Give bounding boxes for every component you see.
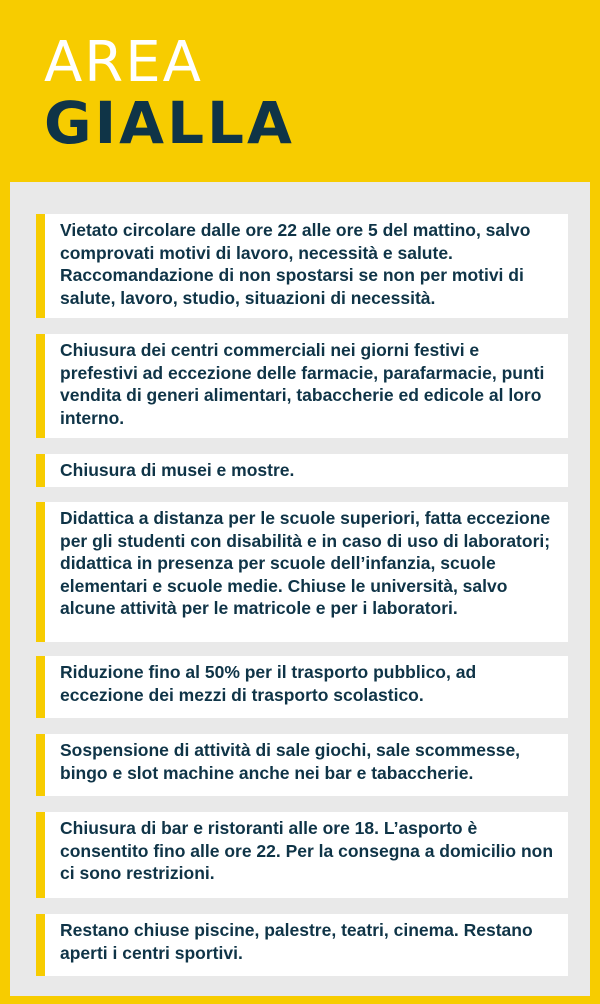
rule-item-curfew: Vietato circolare dalle ore 22 alle ore 5 del mattino, salvo comprovati motivi di lavoro, necessità e salute. Raccomandazione di non spostarsi se non per motivi di salute, lavoro, studio, situazioni di necessità. bbox=[36, 214, 568, 318]
rule-item-public-transport: Riduzione fino al 50% per il trasporto pubblico, ad eccezione dei mezzi di trasporto scolastico. bbox=[36, 656, 568, 718]
rule-item-sports-venues: Restano chiuse piscine, palestre, teatri, cinema. Restano aperti i centri sportivi. bbox=[36, 914, 568, 976]
rule-item-bars-restaurants: Chiusura di bar e ristoranti alle ore 18. L’asporto è consentito fino alle ore 22. Per la consegna a domicilio non ci sono restrizioni. bbox=[36, 812, 568, 898]
title-area: AREA bbox=[44, 30, 203, 95]
rule-item-museums: Chiusura di musei e mostre. bbox=[36, 454, 568, 487]
header bbox=[44, 30, 295, 157]
rule-item-gaming-halls: Sospensione di attività di sale giochi, sale scommesse, bingo e slot machine anche nei bar e tabaccherie. bbox=[36, 734, 568, 796]
rule-item-schools: Didattica a distanza per le scuole superiori, fatta eccezione per gli studenti con disabilità e in caso di uso di laboratori; didattica in presenza per scuole dell’infanzia, scuole elementari e scuole medie. Chiuse le università, salvo alcune attività per le matricole e per i laboratori. bbox=[36, 502, 568, 642]
title-gialla: GIALLA bbox=[44, 89, 295, 157]
rule-item-shopping-centers: Chiusura dei centri commerciali nei giorni festivi e prefestivi ad eccezione delle farmacie, parafarmacie, punti vendita di generi alimentari, tabaccherie ed edicole al loro interno. bbox=[36, 334, 568, 438]
rules-panel bbox=[10, 182, 590, 996]
